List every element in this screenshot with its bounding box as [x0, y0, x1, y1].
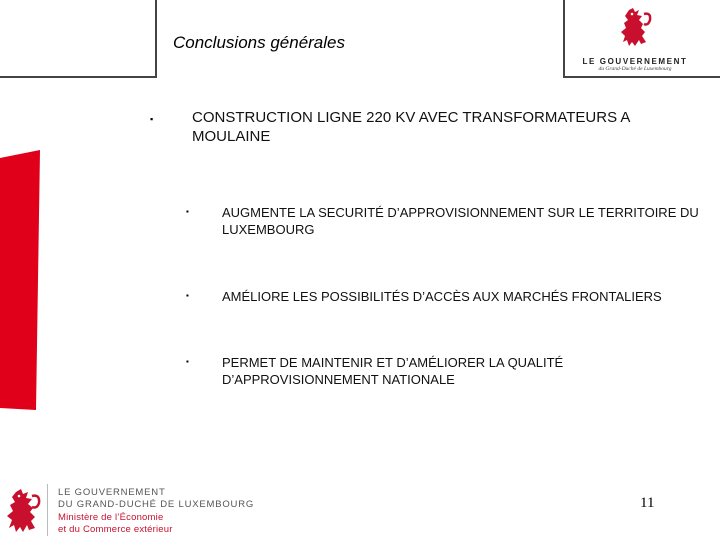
slide-header [0, 0, 720, 76]
logo-text-grand-duchy: du Grand-Duché de Luxembourg [598, 66, 672, 72]
header-divider-left [155, 0, 157, 76]
sub-item-security: AUGMENTE LA SECURITÉ D’APPROVISIONNEMENT SUR LE TERRITOIRE DU LUXEMBOURG [222, 205, 699, 237]
logo-text-government: LE GOUVERNEMENT [582, 57, 688, 66]
footer-text-grand-duchy: DU GRAND-DUCHÉ DE LUXEMBOURG [58, 499, 255, 510]
government-logo [580, 6, 690, 72]
footer-text-ministry: Ministère de l’Économie [58, 512, 164, 523]
header-divider-right [563, 0, 565, 76]
header-underline-left [0, 76, 157, 78]
ministry-logo [0, 480, 260, 540]
red-lion-icon [4, 486, 44, 534]
red-decorative-band [0, 150, 42, 410]
footer-divider [47, 484, 48, 536]
page-title: Conclusions générales [173, 33, 345, 52]
footer-text-commerce: et du Commerce extérieur [58, 524, 173, 535]
main-bullet-marker: ▪ [150, 114, 154, 124]
sub-item-quality: PERMET DE MAINTENIR ET D’AMÉLIORER LA QUALITÉ D’APPROVISIONNEMENT NATIONALE [222, 355, 564, 387]
sub-bullet-marker: ▪ [186, 291, 189, 300]
footer-text-government: LE GOUVERNEMENT [58, 487, 166, 498]
main-item-text: CONSTRUCTION LIGNE 220 KV AVEC TRANSFORMATEURS A MOULAINE [192, 109, 630, 145]
sub-bullet-marker: ▪ [186, 207, 189, 216]
sub-bullet-marker: ▪ [186, 357, 189, 366]
sub-item-market-access: AMÉLIORE LES POSSIBILITÉS D’ACCÈS AUX MARCHÉS FRONTALIERS [222, 289, 662, 304]
header-underline-right [563, 76, 720, 78]
red-lion-icon [615, 6, 655, 50]
page-number: 11 [640, 495, 655, 511]
